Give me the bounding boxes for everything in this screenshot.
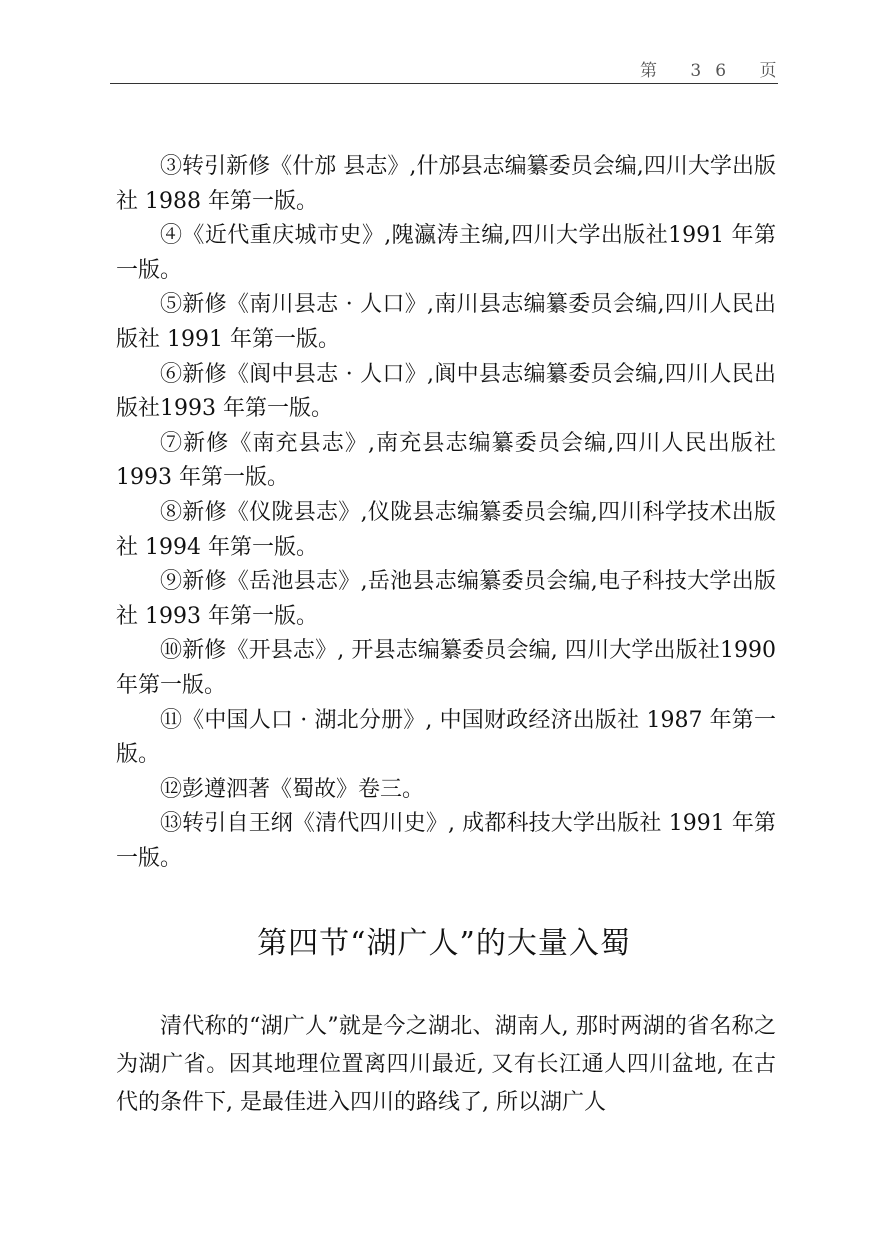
body-paragraph: 清代称的“湖广人”就是今之湖北、湖南人, 那时两湖的省名称之为湖广省。因其地理位置离四川最近, 又有长江通人四川盆地, 在古代的条件下, 是最佳进入四川的路线了, 所以湖广人 [116, 1014, 776, 1115]
footnotes [116, 150, 776, 876]
footnote-8: ⑧新修《仪陇县志》,仪陇县志编纂委员会编,四川科学技术出版社 1994 年第一版。 [116, 499, 776, 560]
footnote-12: ⑫彭遵泗著《蜀故》卷三。 [160, 776, 425, 802]
footnote-4: ④《近代重庆城市史》,隗瀛涛主编,四川大学出版社1991 年第一版。 [116, 223, 776, 283]
page-number: 第 36 页 [640, 61, 791, 81]
footnote-6: ⑥新修《阆中县志 · 人口》,阆中县志编纂委员会编,四川人民出版社1993 年第一版。 [116, 361, 776, 422]
footnote-13: ⑬转引自王纲《清代四川史》, 成都科技大学出版社 1991 年第一版。 [116, 811, 776, 871]
footnote-3: ③转引新修《什邡 县志》,什邡县志编纂委员会编,四川大学出版社 1988 年第一版。 [116, 154, 776, 214]
footnote-10: ⑩新修《开县志》, 开县志编纂委员会编, 四川大学出版社1990 年第一版。 [116, 638, 776, 698]
header-rule [110, 83, 778, 84]
section-title: 第四节“湖广人”的大量入蜀 [257, 926, 631, 961]
footnote-11: ⑪《中国人口 · 湖北分册》, 中国财政经济出版社 1987 年第一版。 [116, 707, 776, 768]
footnote-5: ⑤新修《南川县志 · 人口》,南川县志编纂委员会编,四川人民出版社 1991 年第一版。 [116, 292, 776, 352]
footnote-9: ⑨新修《岳池县志》,岳池县志编纂委员会编,电子科技大学出版社 1993 年第一版。 [116, 569, 776, 629]
footnote-7: ⑦新修《南充县志》,南充县志编纂委员会编,四川人民出版社 1993 年第一版。 [116, 430, 776, 491]
